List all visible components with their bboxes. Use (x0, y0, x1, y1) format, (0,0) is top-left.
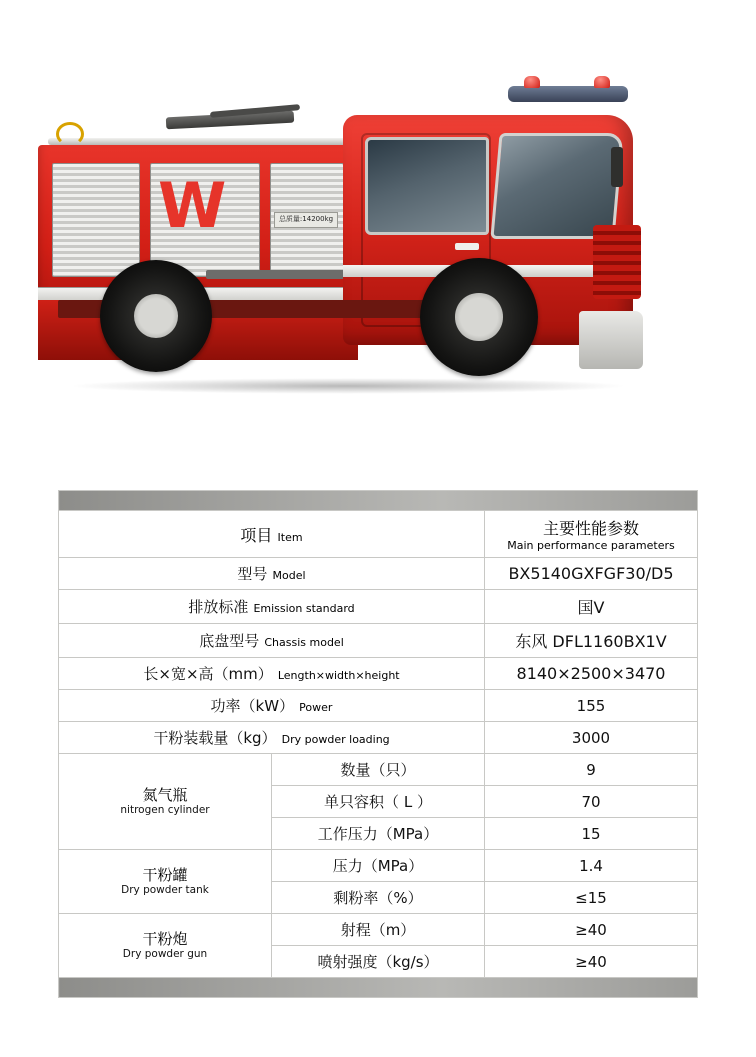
row-label-power (59, 690, 485, 722)
header-item-cn: 项目 (240, 525, 273, 545)
side-mirror (611, 147, 623, 187)
group-label-cn: 氮气瓶 (142, 785, 188, 804)
group-label-nitrogen-cylinder (59, 754, 272, 850)
table-row (59, 754, 698, 786)
emergency-lightbar (508, 86, 628, 102)
wheel-hub (134, 294, 179, 339)
header-parameters-cn: 主要性能参数 (542, 519, 639, 538)
table-row (59, 590, 698, 624)
table-top-bar (59, 491, 698, 511)
rear-wheel (100, 260, 212, 372)
table-row (59, 624, 698, 658)
row-value-model: BX5140GXFGF30/D5 (485, 558, 698, 590)
group-label-dry-powder-gun (59, 914, 272, 978)
product-photo (0, 0, 756, 470)
front-bumper (579, 311, 643, 369)
table-row (59, 690, 698, 722)
row-label-cn: 长×宽×高（mm） (143, 665, 273, 683)
row-label-model (59, 558, 485, 590)
table-row (59, 658, 698, 690)
row-value-power: 155 (485, 690, 698, 722)
cab-side-window (365, 137, 489, 235)
group-label-en: Dry powder tank (121, 884, 209, 897)
brand-logo: W (158, 169, 227, 242)
sub-value-spray-intensity: ≥40 (485, 946, 698, 978)
roof-rail (48, 138, 348, 145)
beacon-light (594, 76, 610, 88)
row-label-cn: 底盘型号 (199, 632, 260, 650)
specification-table (58, 490, 698, 998)
door-handle (455, 243, 479, 250)
sub-label-quantity: 数量（只） (272, 754, 485, 786)
sub-label-single-volume: 单只容积（ L ） (272, 786, 485, 818)
table-header-row (59, 511, 698, 558)
row-label-dimensions (59, 658, 485, 690)
front-grille (593, 225, 641, 299)
row-label-en: Emission standard (253, 602, 355, 615)
sub-value-quantity: 9 (485, 754, 698, 786)
sub-label-working-pressure: 工作压力（MPa） (272, 818, 485, 850)
row-label-en: Power (299, 701, 333, 714)
row-label-en: Model (272, 569, 306, 582)
row-label-en: Chassis model (264, 636, 344, 649)
header-parameters-en: Main performance parameters (507, 539, 675, 552)
sub-value-residual-powder-rate: ≤15 (485, 882, 698, 914)
header-cell-item (59, 511, 485, 558)
sub-value-range: ≥40 (485, 914, 698, 946)
group-label-en: Dry powder gun (122, 948, 208, 961)
sub-value-tank-pressure: 1.4 (485, 850, 698, 882)
header-cell-parameters (485, 511, 698, 558)
table-bottom-bar (59, 978, 698, 998)
roller-shutter-door (52, 163, 140, 277)
row-value-chassis: 东风 DFL1160BX1V (485, 624, 698, 658)
side-step-bar (206, 270, 356, 279)
table-row (59, 850, 698, 882)
group-label-en: nitrogen cylinder (120, 804, 210, 817)
sub-label-tank-pressure: 压力（MPa） (272, 850, 485, 882)
wheel-hub (455, 293, 502, 340)
row-label-en: Length×width×height (277, 669, 400, 682)
row-value-dimensions: 8140×2500×3470 (485, 658, 698, 690)
row-label-cn: 功率（kW） (210, 697, 295, 715)
hook-icon (56, 122, 84, 146)
table-row (59, 722, 698, 754)
sub-value-working-pressure: 15 (485, 818, 698, 850)
row-label-cn: 型号 (237, 565, 268, 583)
sub-value-single-volume: 70 (485, 786, 698, 818)
table-row (59, 558, 698, 590)
row-label-cn: 干粉装载量（kg） (153, 729, 277, 747)
sub-label-spray-intensity: 喷射强度（kg/s） (272, 946, 485, 978)
group-label-cn: 干粉炮 (142, 929, 188, 948)
sub-label-residual-powder-rate: 剩粉率（%） (272, 882, 485, 914)
header-item-en: Item (277, 530, 303, 544)
row-label-powder-loading (59, 722, 485, 754)
group-label-dry-powder-tank (59, 850, 272, 914)
gross-weight-plate: 总质量:14200kg (274, 212, 338, 228)
row-label-cn: 排放标准 (188, 598, 249, 616)
fire-truck-illustration (38, 60, 718, 410)
sub-label-range: 射程（m） (272, 914, 485, 946)
table-row (59, 914, 698, 946)
front-wheel (420, 258, 538, 376)
row-label-emission (59, 590, 485, 624)
row-value-powder-loading: 3000 (485, 722, 698, 754)
row-label-chassis (59, 624, 485, 658)
row-label-en: Dry powder loading (281, 733, 390, 746)
row-value-emission: 国Ⅴ (485, 590, 698, 624)
group-label-cn: 干粉罐 (142, 865, 188, 884)
truck-shadow (68, 378, 628, 394)
beacon-light (524, 76, 540, 88)
windshield (490, 133, 623, 239)
